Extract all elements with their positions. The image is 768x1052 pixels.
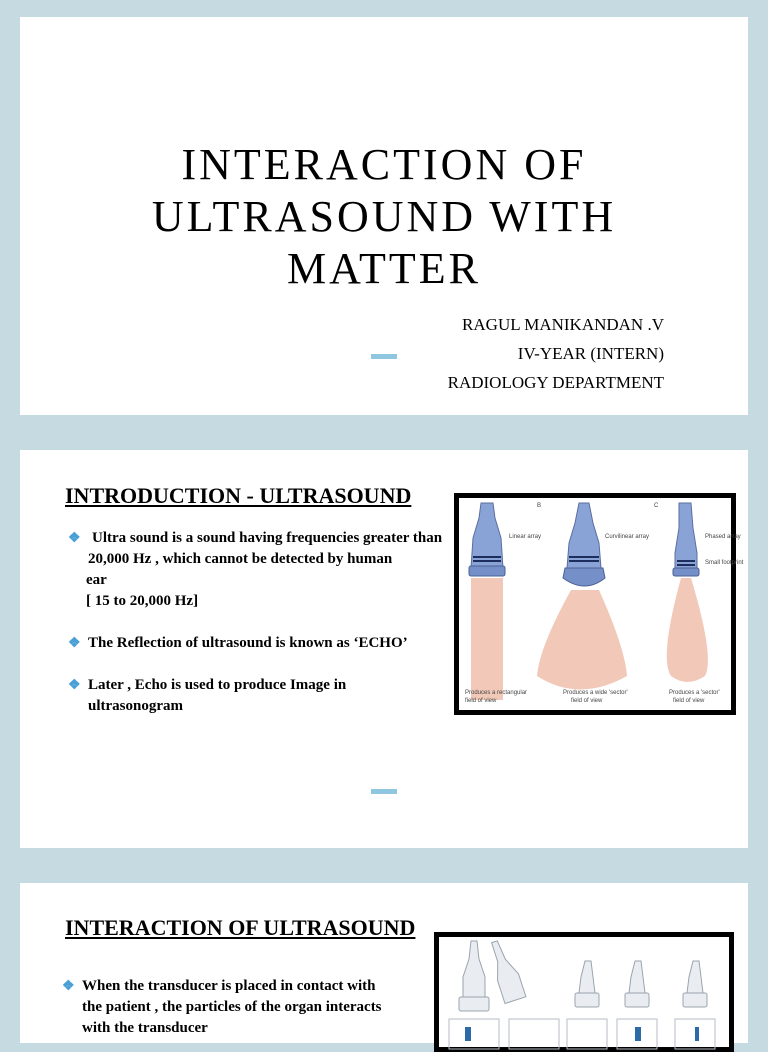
diamond-bullet-icon: ❖: [68, 636, 81, 651]
author-name: RAGUL MANIKANDAN .V: [462, 315, 664, 334]
bullet-line: ultrasonogram: [88, 698, 183, 714]
probe-caption: field of view: [673, 698, 705, 704]
author-year: IV-YEAR (INTERN): [517, 344, 664, 363]
section-title: INTRODUCTION - ULTRASOUND: [65, 483, 412, 508]
title-slide: [20, 17, 748, 415]
probe-caption: Produces a wide 'sector': [563, 690, 628, 696]
probe-caption: field of view: [571, 698, 603, 704]
bullet-line: [ 15 to 20,000 Hz]: [86, 593, 199, 609]
bullet-list: [66, 528, 466, 717]
probe-caption: Produces a 'sector': [669, 690, 720, 696]
bullet-list: [60, 976, 460, 1039]
bullet-line: with the transducer: [82, 1020, 208, 1036]
panel-letter: B: [537, 503, 542, 509]
author-block: [448, 310, 664, 397]
bullet-item: [60, 976, 460, 1039]
bullet-line: The Reflection of ultrasound is known as ‘ECHO’: [88, 635, 408, 651]
accent-bar: [371, 354, 397, 359]
section-title: INTERACTION OF ULTRASOUND: [65, 915, 416, 940]
diamond-bullet-icon: ❖: [68, 678, 81, 693]
transducer-figure: [454, 493, 744, 715]
curvilinear-probe-icon: [537, 503, 627, 690]
probe-caption: Produces a rectangular: [465, 690, 528, 696]
bullet-line: Later , Echo is used to produce Image in: [88, 677, 347, 693]
bullet-line: ear: [86, 572, 107, 588]
bullet-item: [66, 675, 466, 717]
diamond-bullet-icon: ❖: [62, 979, 75, 994]
bullet-line: 20,000 Hz , which cannot be detected by human: [88, 551, 393, 567]
phased-probe-icon: [667, 503, 708, 682]
presentation-title: [20, 139, 748, 295]
bullet-line: the patient , the particles of the organ interacts: [82, 999, 382, 1015]
transducer-diagram: [459, 498, 744, 710]
probe-label: Small footprint: [705, 560, 744, 566]
probe-caption: field of view: [465, 698, 497, 704]
interaction-slide: [20, 883, 748, 1043]
transducer-figure: [434, 932, 734, 1052]
title-line: MATTER: [287, 244, 481, 293]
panel-letter: C: [654, 503, 659, 509]
linear-probe-icon: [469, 503, 505, 700]
diamond-bullet-icon: ❖: [68, 531, 81, 546]
introduction-slide: [20, 450, 748, 848]
probe-label: Curvilinear array: [605, 534, 650, 540]
probe-label: Linear array: [509, 534, 542, 540]
author-department: RADIOLOGY DEPARTMENT: [447, 373, 664, 392]
bullet-item: [66, 528, 466, 612]
bullet-item: [66, 633, 466, 654]
transducer-photos: [439, 937, 729, 1047]
bullet-line: When the transducer is placed in contact with: [82, 978, 376, 994]
bullet-line: Ultra sound is a sound having frequencies greater than: [92, 530, 443, 546]
title-line: ULTRASOUND WITH: [151, 192, 617, 241]
probe-label: Phased array: [705, 534, 741, 540]
title-line: INTERACTION OF: [181, 140, 587, 189]
accent-bar: [371, 789, 397, 794]
